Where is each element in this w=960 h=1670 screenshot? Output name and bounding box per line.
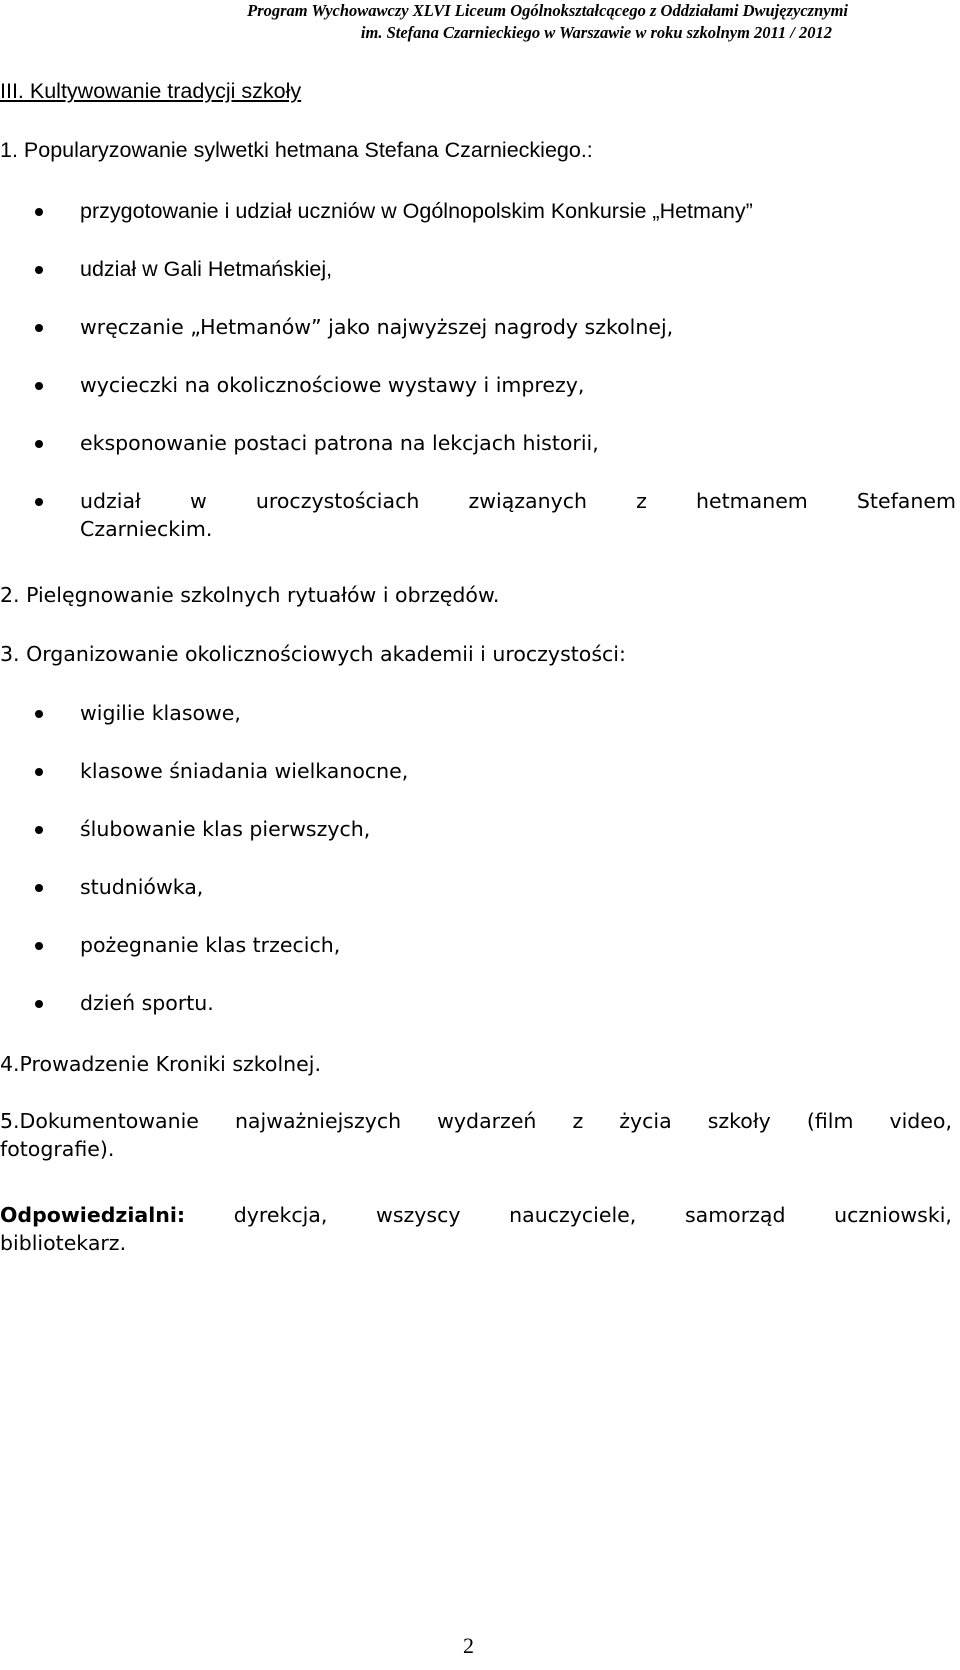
page-number: 2 <box>463 1633 474 1658</box>
document-header <box>0 0 960 44</box>
list-item-text: wigilie klasowe, <box>80 701 241 725</box>
bullet-icon <box>35 710 43 718</box>
responsible: Odpowiedzialni: dyrekcja, wszyscy nauczyciele, samorząd uczniowski, bibliotekarz. <box>0 1203 952 1255</box>
list-item-text: udział w uroczystościach związanych z hetmanem Stefanem Czarnieckim. <box>80 489 956 541</box>
responsible-label: Odpowiedzialni: <box>0 1203 186 1227</box>
list-item-text: wręczanie „Hetmanów” jako najwyższej nagrody szkolnej, <box>80 315 674 339</box>
list-item-text: studniówka, <box>80 875 204 899</box>
header-line-1: Program Wychowawczy XLVI Liceum Ogólnokształcącego z Oddziałami Dwujęzycznymi <box>247 1 848 20</box>
point-5: 5.Dokumentowanie najważniejszych wydarzeń z życia szkoły (film video, fotografie). <box>0 1109 952 1161</box>
list-item-text: pożegnanie klas trzecich, <box>80 933 341 957</box>
bullet-icon <box>35 884 43 892</box>
bullet-icon <box>35 440 43 448</box>
section-title: III. Kultywowanie tradycji szkoły <box>0 79 302 103</box>
list-item-text: dzień sportu. <box>80 991 214 1015</box>
point-3-title: 3. Organizowanie okolicznościowych akademii i uroczystości: <box>0 642 626 666</box>
justified-line: Odpowiedzialni: dyrekcja, wszyscy nauczyciele, samorząd uczniowski, <box>0 1203 952 1227</box>
bullet-icon <box>35 266 43 274</box>
bullet-icon <box>35 1000 43 1008</box>
list-item-text: przygotowanie i udział uczniów w Ogólnopolskim Konkursie „Hetmany” <box>80 199 753 223</box>
list-item-text: ślubowanie klas pierwszych, <box>80 817 371 841</box>
bullet-icon <box>35 382 43 390</box>
justified-line: 5.Dokumentowanie najważniejszych wydarzeń z życia szkoły (film video, <box>0 1109 952 1133</box>
bullet-icon <box>35 768 43 776</box>
list-item-text: klasowe śniadania wielkanocne, <box>80 759 409 783</box>
list-item-text: eksponowanie postaci patrona na lekcjach historii, <box>80 431 599 455</box>
point-1-title: 1. Popularyzowanie sylwetki hetmana Stefana Czarnieckiego.: <box>0 138 593 162</box>
point-2-title: 2. Pielęgnowanie szkolnych rytuałów i obrzędów. <box>0 583 500 607</box>
bullet-icon <box>35 498 43 506</box>
bullet-icon <box>35 826 43 834</box>
justified-line: udział w uroczystościach związanych z hetmanem Stefanem <box>80 489 956 513</box>
header-line-2: im. Stefana Czarnieckiego w Warszawie w roku szkolnym 2011 / 2012 <box>360 23 832 42</box>
bullet-icon <box>35 208 43 216</box>
list-item-text: wycieczki na okolicznościowe wystawy i imprezy, <box>80 373 585 397</box>
list-item-text: udział w Gali Hetmańskiej, <box>80 257 333 281</box>
bullet-icon <box>35 324 43 332</box>
bullet-icon <box>35 942 43 950</box>
point-4-title: 4.Prowadzenie Kroniki szkolnej. <box>0 1052 321 1076</box>
